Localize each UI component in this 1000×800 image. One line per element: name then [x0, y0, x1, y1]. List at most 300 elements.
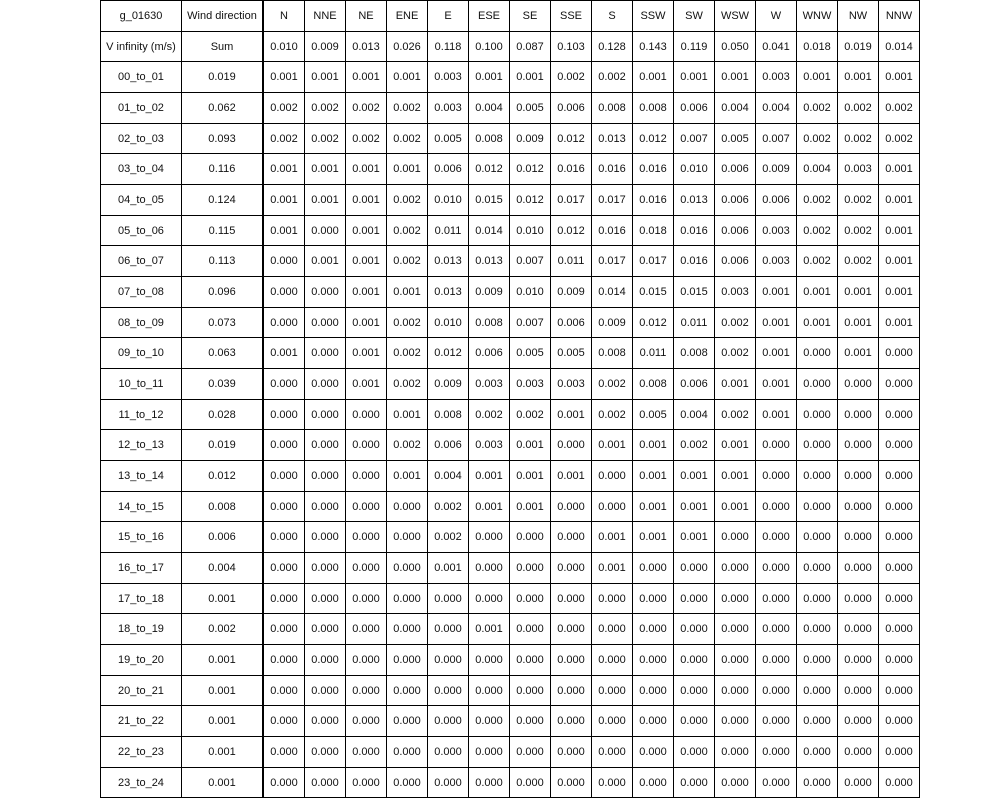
table-cell: 0.000: [879, 675, 920, 706]
table-cell: 0.000: [510, 706, 551, 737]
table-cell: 0.004: [715, 93, 756, 124]
table-row: [101, 522, 920, 553]
direction-header-w: W: [756, 1, 797, 32]
table-cell: 0.001: [551, 399, 592, 430]
table-cell: 0.012: [428, 338, 469, 369]
table-cell: 0.016: [551, 154, 592, 185]
table-cell: 0.002: [592, 399, 633, 430]
table-cell: 0.003: [715, 277, 756, 308]
table-cell: 0.000: [756, 491, 797, 522]
table-cell: 0.000: [428, 737, 469, 768]
table-cell: 0.001: [838, 62, 879, 93]
speed-bin-label: 17_to_18: [101, 583, 182, 614]
direction-header-nnw: NNW: [879, 1, 920, 32]
table-cell: 0.000: [510, 767, 551, 798]
table-cell: 0.000: [510, 522, 551, 553]
table-cell: 0.001: [469, 614, 510, 645]
table-cell: 0.000: [551, 645, 592, 676]
row-sum: 0.116: [182, 154, 264, 185]
table-cell: 0.005: [428, 123, 469, 154]
table-cell: 0.000: [715, 522, 756, 553]
direction-total-se: 0.087: [510, 31, 551, 62]
table-cell: 0.000: [346, 399, 387, 430]
table-cell: 0.000: [715, 675, 756, 706]
table-cell: 0.001: [756, 399, 797, 430]
table-cell: 0.002: [428, 491, 469, 522]
table-cell: 0.000: [428, 614, 469, 645]
speed-bin-label: 05_to_06: [101, 215, 182, 246]
table-cell: 0.000: [510, 645, 551, 676]
table-cell: 0.003: [469, 430, 510, 461]
table-cell: 0.001: [346, 307, 387, 338]
direction-total-n: 0.010: [263, 31, 305, 62]
table-cell: 0.001: [510, 491, 551, 522]
table-cell: 0.000: [469, 553, 510, 584]
table-cell: 0.000: [263, 399, 305, 430]
table-cell: 0.000: [838, 706, 879, 737]
table-cell: 0.012: [633, 123, 674, 154]
table-cell: 0.002: [387, 93, 428, 124]
table-cell: 0.002: [305, 123, 346, 154]
table-cell: 0.001: [838, 307, 879, 338]
table-cell: 0.000: [305, 675, 346, 706]
table-cell: 0.001: [469, 62, 510, 93]
table-cell: 0.004: [797, 154, 838, 185]
speed-bin-label: 23_to_24: [101, 767, 182, 798]
table-cell: 0.015: [674, 277, 715, 308]
table-cell: 0.001: [263, 215, 305, 246]
table-cell: 0.000: [263, 706, 305, 737]
table-cell: 0.010: [428, 307, 469, 338]
table-cell: 0.002: [797, 215, 838, 246]
table-cell: 0.000: [428, 767, 469, 798]
table-row: [101, 154, 920, 185]
table-cell: 0.015: [633, 277, 674, 308]
table-cell: 0.016: [592, 215, 633, 246]
table-cell: 0.000: [797, 706, 838, 737]
table-cell: 0.000: [756, 461, 797, 492]
table-cell: 0.002: [797, 123, 838, 154]
speed-bin-label: 00_to_01: [101, 62, 182, 93]
table-cell: 0.000: [592, 767, 633, 798]
table-cell: 0.001: [715, 461, 756, 492]
speed-bin-label: 09_to_10: [101, 338, 182, 369]
table-cell: 0.000: [305, 522, 346, 553]
table-row: [101, 338, 920, 369]
table-cell: 0.000: [674, 675, 715, 706]
table-cell: 0.000: [346, 461, 387, 492]
table-cell: 0.001: [305, 185, 346, 216]
table-cell: 0.008: [592, 93, 633, 124]
speed-bin-label: 22_to_23: [101, 737, 182, 768]
table-cell: 0.000: [469, 645, 510, 676]
table-cell: 0.002: [838, 215, 879, 246]
table-cell: 0.000: [838, 767, 879, 798]
table-cell: 0.000: [756, 767, 797, 798]
table-cell: 0.005: [551, 338, 592, 369]
row-sum: 0.028: [182, 399, 264, 430]
table-cell: 0.001: [715, 430, 756, 461]
table-cell: 0.001: [387, 154, 428, 185]
table-cell: 0.001: [387, 461, 428, 492]
table-row: [101, 215, 920, 246]
direction-header-sw: SW: [674, 1, 715, 32]
table-cell: 0.000: [879, 522, 920, 553]
table-row: [101, 645, 920, 676]
table-cell: 0.000: [551, 583, 592, 614]
table-cell: 0.000: [674, 767, 715, 798]
table-cell: 0.000: [633, 614, 674, 645]
table-cell: 0.002: [715, 338, 756, 369]
table-cell: 0.011: [633, 338, 674, 369]
table-cell: 0.000: [756, 706, 797, 737]
table-cell: 0.000: [633, 645, 674, 676]
table-cell: 0.000: [674, 614, 715, 645]
table-cell: 0.001: [263, 62, 305, 93]
table-cell: 0.011: [551, 246, 592, 277]
table-cell: 0.016: [674, 215, 715, 246]
table-cell: 0.002: [797, 93, 838, 124]
table-cell: 0.008: [469, 307, 510, 338]
table-cell: 0.013: [674, 185, 715, 216]
table-cell: 0.000: [263, 430, 305, 461]
table-cell: 0.000: [715, 553, 756, 584]
direction-total-ne: 0.013: [346, 31, 387, 62]
table-cell: 0.002: [715, 307, 756, 338]
table-cell: 0.009: [469, 277, 510, 308]
speed-bin-label: 10_to_11: [101, 369, 182, 400]
table-cell: 0.003: [469, 369, 510, 400]
table-cell: 0.000: [592, 614, 633, 645]
direction-header-ssw: SSW: [633, 1, 674, 32]
table-cell: 0.000: [879, 338, 920, 369]
speed-bin-label: 02_to_03: [101, 123, 182, 154]
table-cell: 0.000: [263, 369, 305, 400]
table-cell: 0.002: [715, 399, 756, 430]
direction-header-ne: NE: [346, 1, 387, 32]
table-cell: 0.000: [756, 614, 797, 645]
table-cell: 0.000: [305, 461, 346, 492]
table-cell: 0.000: [263, 491, 305, 522]
table-cell: 0.000: [305, 215, 346, 246]
table-cell: 0.000: [263, 583, 305, 614]
table-cell: 0.001: [346, 185, 387, 216]
table-cell: 0.002: [346, 123, 387, 154]
table-cell: 0.000: [428, 583, 469, 614]
table-cell: 0.017: [551, 185, 592, 216]
row-sum: 0.008: [182, 491, 264, 522]
table-cell: 0.001: [346, 246, 387, 277]
table-cell: 0.006: [551, 307, 592, 338]
table-cell: 0.000: [551, 706, 592, 737]
direction-header-sse: SSE: [551, 1, 592, 32]
table-cell: 0.000: [551, 491, 592, 522]
table-cell: 0.000: [756, 675, 797, 706]
row-sum: 0.063: [182, 338, 264, 369]
table-cell: 0.002: [263, 123, 305, 154]
table-cell: 0.001: [510, 430, 551, 461]
table-cell: 0.001: [838, 338, 879, 369]
speed-bin-label: 15_to_16: [101, 522, 182, 553]
table-cell: 0.000: [756, 430, 797, 461]
table-cell: 0.000: [715, 737, 756, 768]
table-cell: 0.000: [879, 706, 920, 737]
table-cell: 0.006: [715, 154, 756, 185]
speed-bin-label: 19_to_20: [101, 645, 182, 676]
table-cell: 0.000: [305, 307, 346, 338]
wind-direction-label: Wind direction: [182, 1, 264, 32]
table-cell: 0.000: [674, 737, 715, 768]
table-cell: 0.000: [633, 675, 674, 706]
table-cell: 0.000: [797, 399, 838, 430]
speed-bin-label: 13_to_14: [101, 461, 182, 492]
speed-bin-label: 20_to_21: [101, 675, 182, 706]
table-cell: 0.000: [592, 737, 633, 768]
table-cell: 0.002: [838, 246, 879, 277]
table-cell: 0.000: [879, 645, 920, 676]
table-cell: 0.002: [387, 246, 428, 277]
table-cell: 0.000: [346, 614, 387, 645]
table-cell: 0.000: [346, 430, 387, 461]
table-cell: 0.002: [387, 430, 428, 461]
table-cell: 0.008: [428, 399, 469, 430]
table-cell: 0.000: [797, 583, 838, 614]
row-sum: 0.004: [182, 553, 264, 584]
table-cell: 0.000: [551, 522, 592, 553]
speed-bin-label: 06_to_07: [101, 246, 182, 277]
speed-bin-label: 21_to_22: [101, 706, 182, 737]
row-sum: 0.006: [182, 522, 264, 553]
table-cell: 0.000: [592, 706, 633, 737]
table-cell: 0.001: [674, 461, 715, 492]
table-cell: 0.001: [305, 62, 346, 93]
table-cell: 0.003: [551, 369, 592, 400]
table-cell: 0.000: [305, 399, 346, 430]
table-cell: 0.009: [551, 277, 592, 308]
table-cell: 0.018: [633, 215, 674, 246]
table-cell: 0.000: [305, 553, 346, 584]
table-cell: 0.017: [633, 246, 674, 277]
table-cell: 0.000: [674, 553, 715, 584]
table-cell: 0.001: [633, 62, 674, 93]
table-cell: 0.001: [346, 338, 387, 369]
row-sum: 0.002: [182, 614, 264, 645]
table-cell: 0.008: [633, 369, 674, 400]
table-cell: 0.001: [674, 522, 715, 553]
table-cell: 0.003: [838, 154, 879, 185]
table-cell: 0.000: [879, 553, 920, 584]
table-cell: 0.001: [428, 553, 469, 584]
table-cell: 0.000: [633, 737, 674, 768]
table-cell: 0.002: [551, 62, 592, 93]
direction-header-se: SE: [510, 1, 551, 32]
table-cell: 0.000: [346, 737, 387, 768]
table-cell: 0.006: [715, 246, 756, 277]
table-cell: 0.002: [797, 185, 838, 216]
table-cell: 0.001: [756, 277, 797, 308]
table-cell: 0.014: [592, 277, 633, 308]
table-cell: 0.006: [428, 154, 469, 185]
table-row: [101, 583, 920, 614]
table-cell: 0.000: [305, 338, 346, 369]
table-cell: 0.001: [879, 246, 920, 277]
table-cell: 0.002: [428, 522, 469, 553]
table-cell: 0.000: [387, 675, 428, 706]
speed-bin-label: 07_to_08: [101, 277, 182, 308]
table-cell: 0.001: [797, 277, 838, 308]
table-cell: 0.000: [263, 307, 305, 338]
table-cell: 0.000: [592, 461, 633, 492]
table-cell: 0.000: [797, 767, 838, 798]
speed-bin-label: 04_to_05: [101, 185, 182, 216]
table-cell: 0.000: [797, 338, 838, 369]
table-cell: 0.002: [674, 430, 715, 461]
table-cell: 0.000: [797, 522, 838, 553]
table-cell: 0.001: [551, 461, 592, 492]
table-cell: 0.002: [879, 123, 920, 154]
direction-total-ese: 0.100: [469, 31, 510, 62]
table-cell: 0.000: [387, 767, 428, 798]
table-cell: 0.000: [263, 614, 305, 645]
direction-total-wnw: 0.018: [797, 31, 838, 62]
table-cell: 0.001: [797, 307, 838, 338]
table-row: [101, 369, 920, 400]
table-cell: 0.014: [469, 215, 510, 246]
table-cell: 0.006: [674, 369, 715, 400]
table-cell: 0.000: [263, 461, 305, 492]
table-cell: 0.001: [510, 461, 551, 492]
table-cell: 0.000: [305, 706, 346, 737]
table-cell: 0.007: [756, 123, 797, 154]
table-cell: 0.003: [756, 215, 797, 246]
table-cell: 0.000: [756, 553, 797, 584]
table-cell: 0.000: [838, 614, 879, 645]
table-cell: 0.000: [674, 706, 715, 737]
table-cell: 0.001: [879, 215, 920, 246]
table-cell: 0.000: [428, 706, 469, 737]
table-cell: 0.002: [838, 185, 879, 216]
table-cell: 0.008: [469, 123, 510, 154]
table-cell: 0.001: [879, 185, 920, 216]
row-sum: 0.062: [182, 93, 264, 124]
direction-total-sse: 0.103: [551, 31, 592, 62]
table-cell: 0.000: [551, 675, 592, 706]
table-cell: 0.000: [305, 491, 346, 522]
table-cell: 0.000: [387, 737, 428, 768]
table-cell: 0.000: [633, 767, 674, 798]
speed-bin-label: 12_to_13: [101, 430, 182, 461]
table-cell: 0.001: [633, 522, 674, 553]
direction-header-nw: NW: [838, 1, 879, 32]
table-cell: 0.012: [510, 154, 551, 185]
table-cell: 0.016: [633, 154, 674, 185]
table-cell: 0.000: [510, 614, 551, 645]
table-cell: 0.000: [633, 706, 674, 737]
direction-total-sw: 0.119: [674, 31, 715, 62]
table-cell: 0.007: [510, 246, 551, 277]
table-cell: 0.000: [715, 767, 756, 798]
direction-header-nne: NNE: [305, 1, 346, 32]
table-row: [101, 614, 920, 645]
table-cell: 0.009: [428, 369, 469, 400]
table-row: [101, 307, 920, 338]
direction-total-s: 0.128: [592, 31, 633, 62]
table-cell: 0.001: [592, 553, 633, 584]
table-cell: 0.005: [510, 338, 551, 369]
table-cell: 0.001: [756, 369, 797, 400]
speed-bin-label: 01_to_02: [101, 93, 182, 124]
direction-header-n: N: [263, 1, 305, 32]
table-cell: 0.005: [510, 93, 551, 124]
table-cell: 0.002: [510, 399, 551, 430]
direction-header-e: E: [428, 1, 469, 32]
table-cell: 0.000: [305, 277, 346, 308]
corner-label: g_01630: [101, 1, 182, 32]
table-cell: 0.001: [263, 185, 305, 216]
table-cell: 0.000: [346, 553, 387, 584]
table-cell: 0.000: [797, 430, 838, 461]
table-cell: 0.000: [346, 767, 387, 798]
table-cell: 0.000: [715, 583, 756, 614]
table-cell: 0.001: [387, 399, 428, 430]
direction-total-ssw: 0.143: [633, 31, 674, 62]
table-cell: 0.013: [428, 246, 469, 277]
table-cell: 0.003: [428, 93, 469, 124]
table-cell: 0.001: [346, 154, 387, 185]
table-cell: 0.000: [715, 706, 756, 737]
table-row: [101, 461, 920, 492]
table-cell: 0.006: [756, 185, 797, 216]
direction-total-nne: 0.009: [305, 31, 346, 62]
table-cell: 0.010: [428, 185, 469, 216]
table-cell: 0.017: [592, 185, 633, 216]
table-cell: 0.003: [428, 62, 469, 93]
table-cell: 0.017: [592, 246, 633, 277]
table-cell: 0.000: [879, 399, 920, 430]
table-cell: 0.000: [879, 737, 920, 768]
table-cell: 0.001: [674, 62, 715, 93]
table-cell: 0.000: [428, 645, 469, 676]
direction-total-wsw: 0.050: [715, 31, 756, 62]
table-cell: 0.001: [879, 277, 920, 308]
table-cell: 0.000: [387, 645, 428, 676]
direction-total-ene: 0.026: [387, 31, 428, 62]
direction-total-nw: 0.019: [838, 31, 879, 62]
table-cell: 0.007: [674, 123, 715, 154]
table-cell: 0.012: [551, 215, 592, 246]
table-cell: 0.000: [551, 737, 592, 768]
speed-bin-label: 08_to_09: [101, 307, 182, 338]
table-cell: 0.001: [879, 154, 920, 185]
row-sum: 0.073: [182, 307, 264, 338]
table-row: [101, 246, 920, 277]
table-cell: 0.001: [797, 62, 838, 93]
row-sum: 0.093: [182, 123, 264, 154]
table-cell: 0.002: [346, 93, 387, 124]
table-cell: 0.011: [674, 307, 715, 338]
table-cell: 0.001: [633, 430, 674, 461]
table-cell: 0.002: [592, 369, 633, 400]
direction-header-ese: ESE: [469, 1, 510, 32]
table-cell: 0.000: [838, 369, 879, 400]
table-cell: 0.009: [592, 307, 633, 338]
table-cell: 0.012: [633, 307, 674, 338]
table-cell: 0.010: [510, 277, 551, 308]
table-cell: 0.000: [879, 767, 920, 798]
row-sum: 0.012: [182, 461, 264, 492]
table-cell: 0.001: [592, 430, 633, 461]
table-cell: 0.000: [263, 246, 305, 277]
